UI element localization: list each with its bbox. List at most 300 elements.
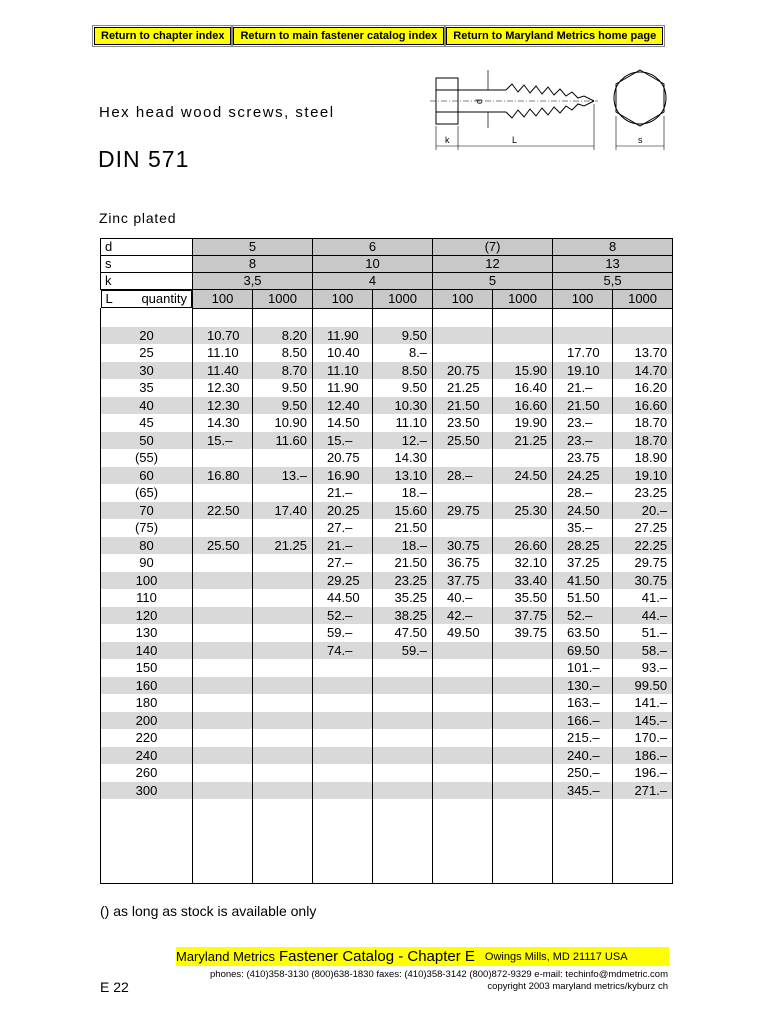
price-cell (313, 712, 373, 730)
price-cell: 36.75 (433, 554, 493, 572)
price-cell (253, 782, 313, 800)
quantity-label-cell (101, 290, 193, 308)
price-cell: 52.– (313, 607, 373, 625)
price-cell: 27.25 (613, 519, 673, 537)
price-cell (493, 764, 553, 782)
company-location: Owings Mills, MD 21117 USA (484, 950, 628, 963)
price-cell (193, 712, 253, 730)
length-cell: 220 (101, 729, 193, 747)
price-cell: 8.20 (253, 327, 313, 345)
table-row (101, 607, 673, 625)
price-cell: 16.60 (493, 397, 553, 415)
price-cell: 37.75 (433, 572, 493, 590)
price-cell: 35.– (553, 519, 613, 537)
price-cell: 44.50 (313, 589, 373, 607)
company-name: Maryland Metrics (176, 949, 275, 964)
price-cell: 9.50 (373, 327, 433, 345)
price-cell (253, 729, 313, 747)
price-cell (433, 782, 493, 800)
table-row (101, 642, 673, 660)
price-cell: 145.– (613, 712, 673, 730)
price-cell (493, 642, 553, 660)
price-cell (193, 554, 253, 572)
table-row (101, 729, 673, 747)
table-row (101, 572, 673, 590)
table-row (101, 712, 673, 730)
price-cell (373, 659, 433, 677)
price-cell: 21.50 (433, 397, 493, 415)
table-row (101, 449, 673, 467)
length-cell: 30 (101, 362, 193, 380)
price-cell: 35.25 (373, 589, 433, 607)
price-cell (313, 747, 373, 765)
price-cell (193, 607, 253, 625)
price-cell (493, 519, 553, 537)
price-cell: 99.50 (613, 677, 673, 695)
price-cell: 59.– (313, 624, 373, 642)
finish-label: Zinc plated (99, 210, 177, 226)
header-label: k (101, 273, 193, 290)
price-cell: 22.50 (193, 502, 253, 520)
price-cell: 11.10 (313, 362, 373, 380)
price-cell (193, 764, 253, 782)
price-cell: 24.50 (493, 467, 553, 485)
length-cell: (75) (101, 519, 193, 537)
price-cell: 13.10 (373, 467, 433, 485)
length-cell: 70 (101, 502, 193, 520)
price-cell: 32.10 (493, 554, 553, 572)
price-cell: 23.50 (433, 414, 493, 432)
price-cell: 41.– (613, 589, 673, 607)
price-cell: 13.– (253, 467, 313, 485)
price-cell (433, 694, 493, 712)
table-row (101, 589, 673, 607)
price-cell: 16.60 (613, 397, 673, 415)
stock-note: () as long as stock is available only (100, 903, 317, 919)
price-cell (493, 327, 553, 345)
length-cell: 45 (101, 414, 193, 432)
price-cell (433, 747, 493, 765)
quantity-value: 1000 (613, 290, 673, 309)
table-row (101, 397, 673, 415)
price-cell: 23.– (553, 414, 613, 432)
price-cell: 27.– (313, 519, 373, 537)
price-cell: 166.– (553, 712, 613, 730)
length-cell: 20 (101, 327, 193, 345)
price-cell (493, 344, 553, 362)
screw-drawing (426, 62, 676, 157)
footer-banner (176, 947, 669, 966)
table-row (101, 677, 673, 695)
header-value: 5 (193, 239, 313, 256)
dim-d-label: d (474, 98, 484, 104)
price-cell (373, 712, 433, 730)
header-value: 12 (433, 256, 553, 273)
price-cell: 163.– (553, 694, 613, 712)
hex-end-view (614, 72, 666, 124)
price-cell: 21.50 (373, 554, 433, 572)
table-row (101, 519, 673, 537)
price-cell: 10.40 (313, 344, 373, 362)
price-cell: 21.50 (373, 519, 433, 537)
price-cell: 11.10 (373, 414, 433, 432)
price-cell: 37.75 (493, 607, 553, 625)
price-cell (253, 659, 313, 677)
chapter-index-link[interactable]: Return to chapter index (94, 27, 231, 45)
price-cell (193, 694, 253, 712)
price-cell: 25.50 (193, 537, 253, 555)
price-cell: 18.– (373, 537, 433, 555)
price-cell (373, 694, 433, 712)
price-cell: 39.75 (493, 624, 553, 642)
table-row (101, 537, 673, 555)
header-value: 6 (313, 239, 433, 256)
price-cell: 52.– (553, 607, 613, 625)
header-value: 3,5 (193, 273, 313, 290)
length-cell: 130 (101, 624, 193, 642)
header-value: 10 (313, 256, 433, 273)
price-cell (193, 747, 253, 765)
price-cell: 17.40 (253, 502, 313, 520)
price-cell: 51.50 (553, 589, 613, 607)
price-cell: 29.75 (433, 502, 493, 520)
header-value: 4 (313, 273, 433, 290)
price-cell (193, 519, 253, 537)
header-value: 13 (553, 256, 673, 273)
price-cell (433, 659, 493, 677)
price-cell (313, 764, 373, 782)
price-cell: 170.– (613, 729, 673, 747)
page-number: E 22 (100, 979, 129, 995)
price-cell: 11.90 (313, 327, 373, 345)
header-value: 8 (193, 256, 313, 273)
dim-s-label: s (638, 135, 643, 145)
price-cell: 196.– (613, 764, 673, 782)
table-row (101, 379, 673, 397)
price-cell (253, 607, 313, 625)
price-cell: 28.25 (553, 537, 613, 555)
price-cell (193, 782, 253, 800)
price-cell: 101.– (553, 659, 613, 677)
length-cell: 160 (101, 677, 193, 695)
price-table (100, 238, 673, 884)
length-cell: 80 (101, 537, 193, 555)
catalog-chapter: Fastener Catalog - Chapter E (278, 948, 475, 965)
table-row (101, 362, 673, 380)
price-cell: 25.50 (433, 432, 493, 450)
quantity-value: 1000 (373, 290, 433, 309)
table-row (101, 502, 673, 520)
length-label: L (105, 291, 113, 306)
price-cell: 19.10 (613, 467, 673, 485)
table-row (101, 414, 673, 432)
price-cell: 23.25 (373, 572, 433, 590)
price-cell (253, 624, 313, 642)
price-cell: 13.70 (613, 344, 673, 362)
price-cell: 21.– (313, 537, 373, 555)
price-cell: 33.40 (493, 572, 553, 590)
price-cell: 16.40 (493, 379, 553, 397)
price-cell: 10.70 (193, 327, 253, 345)
price-cell (313, 694, 373, 712)
spacer-row (101, 308, 673, 327)
price-cell: 74.– (313, 642, 373, 660)
price-cell: 15.60 (373, 502, 433, 520)
table-row (101, 694, 673, 712)
price-cell: 18.70 (613, 414, 673, 432)
dim-L-label: L (512, 135, 518, 145)
length-cell: 100 (101, 572, 193, 590)
price-cell: 11.90 (313, 379, 373, 397)
price-cell: 14.30 (193, 414, 253, 432)
price-cell: 23.75 (553, 449, 613, 467)
price-cell (613, 327, 673, 345)
table-row (101, 659, 673, 677)
standard-number: DIN 571 (98, 146, 190, 172)
price-cell (193, 624, 253, 642)
price-cell (193, 659, 253, 677)
price-cell: 12.30 (193, 379, 253, 397)
length-cell: 35 (101, 379, 193, 397)
contact-info (210, 969, 668, 993)
price-cell: 12.30 (193, 397, 253, 415)
price-cell: 58.– (613, 642, 673, 660)
price-cell: 16.80 (193, 467, 253, 485)
price-cell (433, 677, 493, 695)
price-cell (433, 344, 493, 362)
quantity-value: 1000 (493, 290, 553, 309)
price-cell: 25.30 (493, 502, 553, 520)
price-cell (253, 747, 313, 765)
price-cell (193, 449, 253, 467)
price-cell: 22.25 (613, 537, 673, 555)
price-cell (553, 327, 613, 345)
price-cell: 44.– (613, 607, 673, 625)
phone-numbers: phones: (410)358-3130 (800)638-1830 faxes: (410)358-3142 (800)872-9329 e-mail: techinfo@mdmetric.com (210, 969, 668, 980)
quantity-value: 100 (553, 290, 613, 309)
quantity-value: 1000 (253, 290, 313, 309)
price-cell: 24.25 (553, 467, 613, 485)
header-row (101, 273, 673, 290)
table-row (101, 782, 673, 800)
table-row (101, 764, 673, 782)
price-cell (253, 589, 313, 607)
price-cell (433, 729, 493, 747)
home-page-link[interactable]: Return to Maryland Metrics home page (446, 27, 663, 45)
price-cell (493, 484, 553, 502)
price-cell: 41.50 (553, 572, 613, 590)
header-value: 5,5 (553, 273, 673, 290)
price-cell: 14.70 (613, 362, 673, 380)
top-navigation (94, 27, 663, 45)
header-value: (7) (433, 239, 553, 256)
price-cell: 29.25 (313, 572, 373, 590)
price-cell (193, 484, 253, 502)
price-cell: 35.50 (493, 589, 553, 607)
price-cell (493, 659, 553, 677)
header-row (101, 239, 673, 256)
price-cell: 8.70 (253, 362, 313, 380)
price-cell: 15.– (193, 432, 253, 450)
header-row (101, 256, 673, 273)
price-cell (253, 554, 313, 572)
quantity-value: 100 (313, 290, 373, 309)
table-row (101, 484, 673, 502)
blank-row (101, 799, 673, 884)
header-value: 5 (433, 273, 553, 290)
price-cell: 69.50 (553, 642, 613, 660)
price-cell: 93.– (613, 659, 673, 677)
price-cell: 186.– (613, 747, 673, 765)
length-cell: 40 (101, 397, 193, 415)
price-cell: 271.– (613, 782, 673, 800)
price-cell: 130.– (553, 677, 613, 695)
price-cell: 63.50 (553, 624, 613, 642)
price-cell: 250.– (553, 764, 613, 782)
table-row (101, 624, 673, 642)
price-cell (253, 677, 313, 695)
price-cell: 38.25 (373, 607, 433, 625)
price-cell: 18.90 (613, 449, 673, 467)
table-row (101, 747, 673, 765)
price-cell (253, 572, 313, 590)
price-cell (433, 484, 493, 502)
length-cell: 240 (101, 747, 193, 765)
length-cell: 120 (101, 607, 193, 625)
price-cell (373, 764, 433, 782)
price-cell: 23.25 (613, 484, 673, 502)
price-cell (433, 642, 493, 660)
length-cell: 260 (101, 764, 193, 782)
price-cell (493, 677, 553, 695)
price-cell: 28.– (433, 467, 493, 485)
price-cell (253, 519, 313, 537)
price-cell: 21.– (313, 484, 373, 502)
price-cell: 23.– (553, 432, 613, 450)
price-cell (433, 712, 493, 730)
price-cell (193, 677, 253, 695)
price-cell: 11.60 (253, 432, 313, 450)
quantity-row (101, 290, 673, 309)
price-cell (433, 327, 493, 345)
length-cell: 180 (101, 694, 193, 712)
price-cell: 17.70 (553, 344, 613, 362)
table-row (101, 327, 673, 345)
price-cell (493, 712, 553, 730)
price-cell: 9.50 (373, 379, 433, 397)
price-cell: 40.– (433, 589, 493, 607)
header-label: s (101, 256, 193, 273)
length-cell: (65) (101, 484, 193, 502)
length-cell: 300 (101, 782, 193, 800)
price-cell: 18.– (373, 484, 433, 502)
quantity-value: 100 (193, 290, 253, 309)
price-cell (373, 782, 433, 800)
length-cell: 25 (101, 344, 193, 362)
price-cell (193, 572, 253, 590)
price-cell: 24.50 (553, 502, 613, 520)
price-cell (373, 729, 433, 747)
price-cell: 29.75 (613, 554, 673, 572)
product-title: Hex head wood screws, steel (99, 104, 335, 121)
price-cell (193, 729, 253, 747)
price-cell: 30.75 (613, 572, 673, 590)
price-cell: 11.40 (193, 362, 253, 380)
screw-thread (506, 84, 594, 101)
price-cell: 20.25 (313, 502, 373, 520)
price-cell (253, 712, 313, 730)
price-cell: 20.75 (313, 449, 373, 467)
price-cell: 14.50 (313, 414, 373, 432)
table-row (101, 432, 673, 450)
price-cell: 51.– (613, 624, 673, 642)
price-cell: 345.– (553, 782, 613, 800)
length-cell: 60 (101, 467, 193, 485)
table-row (101, 554, 673, 572)
length-cell: 90 (101, 554, 193, 572)
price-cell: 14.30 (373, 449, 433, 467)
price-cell: 42.– (433, 607, 493, 625)
price-cell: 10.90 (253, 414, 313, 432)
copyright: copyright 2003 maryland metrics/kyburz ch (487, 981, 668, 992)
price-cell: 19.10 (553, 362, 613, 380)
price-cell (253, 642, 313, 660)
price-cell: 37.25 (553, 554, 613, 572)
price-cell (493, 694, 553, 712)
price-cell: 26.60 (493, 537, 553, 555)
price-cell: 12.40 (313, 397, 373, 415)
price-cell (253, 764, 313, 782)
price-cell (493, 782, 553, 800)
price-cell: 20.– (613, 502, 673, 520)
length-cell: 110 (101, 589, 193, 607)
price-cell (313, 659, 373, 677)
price-cell (313, 782, 373, 800)
catalog-index-link[interactable]: Return to main fastener catalog index (233, 27, 444, 45)
price-cell: 9.50 (253, 379, 313, 397)
dim-k-label: k (445, 135, 450, 145)
price-cell: 21.50 (553, 397, 613, 415)
price-cell: 21.25 (433, 379, 493, 397)
length-cell: 200 (101, 712, 193, 730)
table-row (101, 344, 673, 362)
price-cell (373, 677, 433, 695)
price-cell: 16.90 (313, 467, 373, 485)
price-cell: 19.90 (493, 414, 553, 432)
price-cell: 20.75 (433, 362, 493, 380)
price-cell: 28.– (553, 484, 613, 502)
price-cell (493, 729, 553, 747)
price-cell: 8.50 (253, 344, 313, 362)
price-cell: 18.70 (613, 432, 673, 450)
price-cell (433, 449, 493, 467)
price-cell: 21.25 (493, 432, 553, 450)
price-cell: 21.25 (253, 537, 313, 555)
price-cell (193, 642, 253, 660)
price-cell (493, 449, 553, 467)
price-cell: 21.– (553, 379, 613, 397)
price-cell (433, 519, 493, 537)
price-cell: 16.20 (613, 379, 673, 397)
price-cell (193, 589, 253, 607)
price-cell (253, 484, 313, 502)
price-cell: 9.50 (253, 397, 313, 415)
price-cell: 8.– (373, 344, 433, 362)
price-cell: 15.– (313, 432, 373, 450)
price-cell: 49.50 (433, 624, 493, 642)
price-cell (313, 677, 373, 695)
quantity-value: 100 (433, 290, 493, 309)
